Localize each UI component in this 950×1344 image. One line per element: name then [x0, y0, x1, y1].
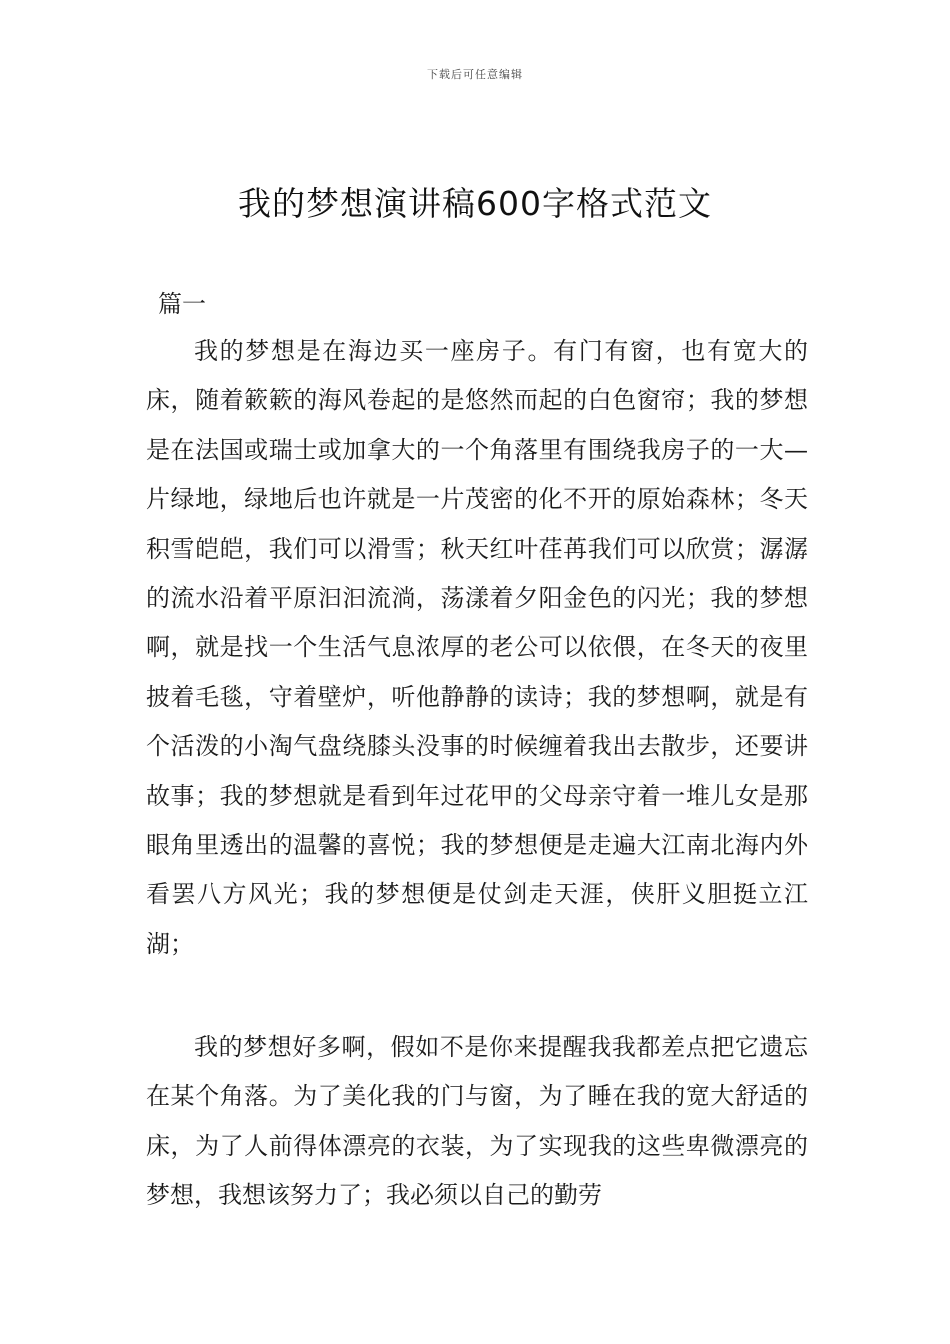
header-note: 下载后可任意编辑 [427, 68, 523, 81]
document-title: 我的梦想演讲稿600字格式范文 [238, 184, 712, 223]
section-label: 篇一 [158, 290, 206, 318]
body-paragraph-1: 我的梦想是在海边买一座房子。有门有窗，也有宽大的床，随着簌簌的海风卷起的是悠然而起的白色窗帘；我的梦想是在法国或瑞士或加拿大的一个角落里有围绕我房子的一大—片绿地，绿地后也许就是一片茂密的化不开的原始森林；冬天积雪皑皑，我们可以滑雪；秋天红叶荏苒我们可以欣赏；潺潺的流水沿着平原汩汩流淌，荡漾着夕阳金色的闪光；我的梦想啊，就是找一个生活气息浓厚的老公可以依偎，在冬天的夜里披着毛毯，守着壁炉，听他静静的读诗；我的梦想啊，就是有个活泼的小淘气盘绕膝头没事的时候缠着我出去散步，还要讲故事；我的梦想就是看到年过花甲的父母亲守着一堆儿女是那眼角里透出的温馨的喜悦；我的梦想便是走遍大江南北海内外看罢八方风光；我的梦想便是仗剑走天涯，侠肝义胆挺立江湖； [146, 337, 808, 958]
body-paragraph-2: 我的梦想好多啊，假如不是你来提醒我我都差点把它遗忘在某个角落。为了美化我的门与窗，为了睡在我的宽大舒适的床，为了人前得体漂亮的衣装，为了实现我的这些卑微漂亮的梦想，我想该努力了；我必须以自己的勤劳 [146, 1033, 808, 1210]
